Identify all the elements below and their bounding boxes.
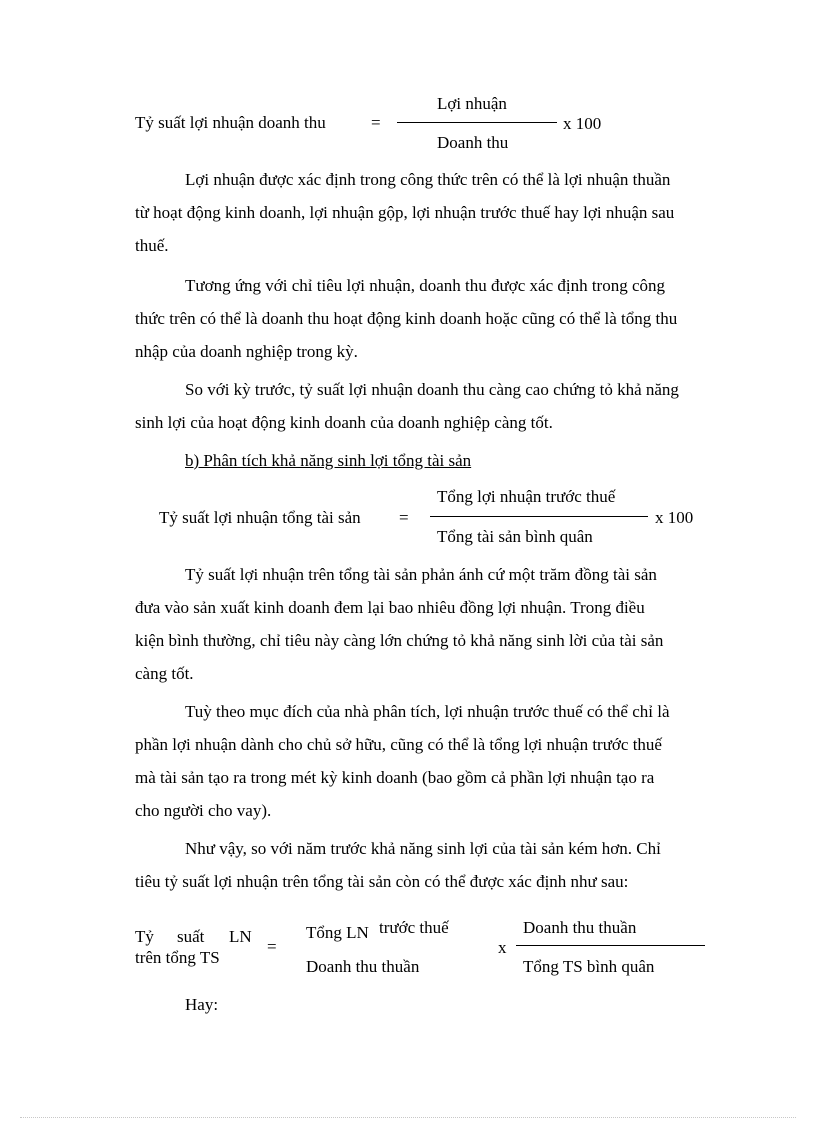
formula3-label-line2: trên tổng TS [135, 948, 220, 967]
paragraph-line: Tuỳ theo mục đích của nhà phân tích, lợi nhuận trước thuế có thể chỉ là [185, 702, 670, 721]
formula2-label: Tỷ suất lợi nhuận tổng tài sản [159, 508, 361, 527]
formula3-fraction2-numerator: Doanh thu thuần [523, 918, 637, 937]
formula1-label: Tỷ suất lợi nhuận doanh thu [135, 113, 326, 132]
formula2-multiplier: x 100 [655, 508, 694, 527]
paragraph-line: kiện bình thường, chỉ tiêu này càng lớn chứng tỏ khả năng sinh lời của tài sản [135, 631, 664, 650]
paragraph-line: Như vậy, so với năm trước khả năng sinh lợi của tài sản kém hơn. Chỉ [185, 839, 661, 858]
paragraph-line: Lợi nhuận được xác định trong công thức trên có thể là lợi nhuận thuần [185, 170, 671, 189]
formula1-fraction-bar [397, 122, 557, 123]
closing-text: Hay: [185, 995, 219, 1014]
formula3-times: x [498, 938, 507, 957]
paragraph-line: So với kỳ trước, tỷ suất lợi nhuận doanh thu càng cao chứng tỏ khả năng [185, 380, 679, 399]
paragraph-line: từ hoạt động kinh doanh, lợi nhuận gộp, lợi nhuận trước thuế hay lợi nhuận sau [135, 203, 675, 222]
paragraph-line: mà tài sản tạo ra trong mét kỳ kinh doanh (bao gồm cả phần lợi nhuận tạo ra [135, 768, 655, 787]
formula3-equals: = [267, 937, 277, 956]
formula3-fraction2-denominator: Tổng TS bình quân [523, 957, 655, 976]
paragraph-line: cho người cho vay). [135, 801, 272, 820]
paragraph-purpose [135, 695, 745, 827]
formula1-denominator: Doanh thu [437, 133, 509, 152]
formula3-label-word: Tỷ [135, 927, 154, 946]
paragraph-line: đưa vào sản xuất kinh doanh đem lại bao nhiêu đồng lợi nhuận. Trong điều [135, 598, 645, 617]
formula3-fraction2-bar [516, 945, 705, 946]
paragraph-line: thuế. [135, 236, 169, 255]
formula2-fraction-bar [430, 516, 648, 517]
paragraph-line: nhập của doanh nghiệp trong kỳ. [135, 342, 358, 361]
formula3-fraction1-denominator: Doanh thu thuần [306, 957, 420, 976]
formula3-fraction1-numerator-suffix: trước thuế [379, 918, 449, 937]
paragraph-comparison [135, 373, 745, 439]
paragraph-roa-meaning [135, 558, 745, 690]
formula3-label-word: LN [229, 927, 252, 946]
paragraph-revenue-definition [135, 269, 745, 368]
paragraph-line: càng tốt. [135, 664, 194, 683]
paragraph-conclusion [135, 832, 745, 898]
formula2-numerator: Tổng lợi nhuận trước thuế [437, 487, 616, 506]
formula3-label-word: suất [177, 927, 205, 946]
paragraph-profit-definition [135, 163, 745, 262]
formula2-denominator: Tổng tài sản bình quân [437, 527, 593, 546]
section-heading-b: b) Phân tích khả năng sinh lợi tổng tài sản [185, 451, 472, 470]
formula1-numerator: Lợi nhuận [437, 94, 507, 113]
formula1-equals: = [371, 113, 381, 132]
formula2-equals: = [399, 508, 409, 527]
formula3-fraction1-numerator: Tổng LN [306, 923, 369, 942]
paragraph-line: thức trên có thể là doanh thu hoạt động kinh doanh hoặc cũng có thể là tổng thu [135, 309, 678, 328]
paragraph-line: tiêu tỷ suất lợi nhuận trên tổng tài sản còn có thể được xác định như sau: [135, 872, 629, 891]
paragraph-line: Tương ứng với chỉ tiêu lợi nhuận, doanh thu được xác định trong công [185, 276, 666, 295]
paragraph-line: Tỷ suất lợi nhuận trên tổng tài sản phản ánh cứ một trăm đồng tài sản [185, 565, 657, 584]
page-footer-divider [20, 1117, 796, 1118]
paragraph-line: sinh lợi của hoạt động kinh doanh của doanh nghiệp càng tốt. [135, 413, 553, 432]
paragraph-line: phần lợi nhuận dành cho chủ sở hữu, cũng có thể là tổng lợi nhuận trước thuế [135, 735, 662, 754]
formula1-multiplier: x 100 [563, 114, 602, 133]
